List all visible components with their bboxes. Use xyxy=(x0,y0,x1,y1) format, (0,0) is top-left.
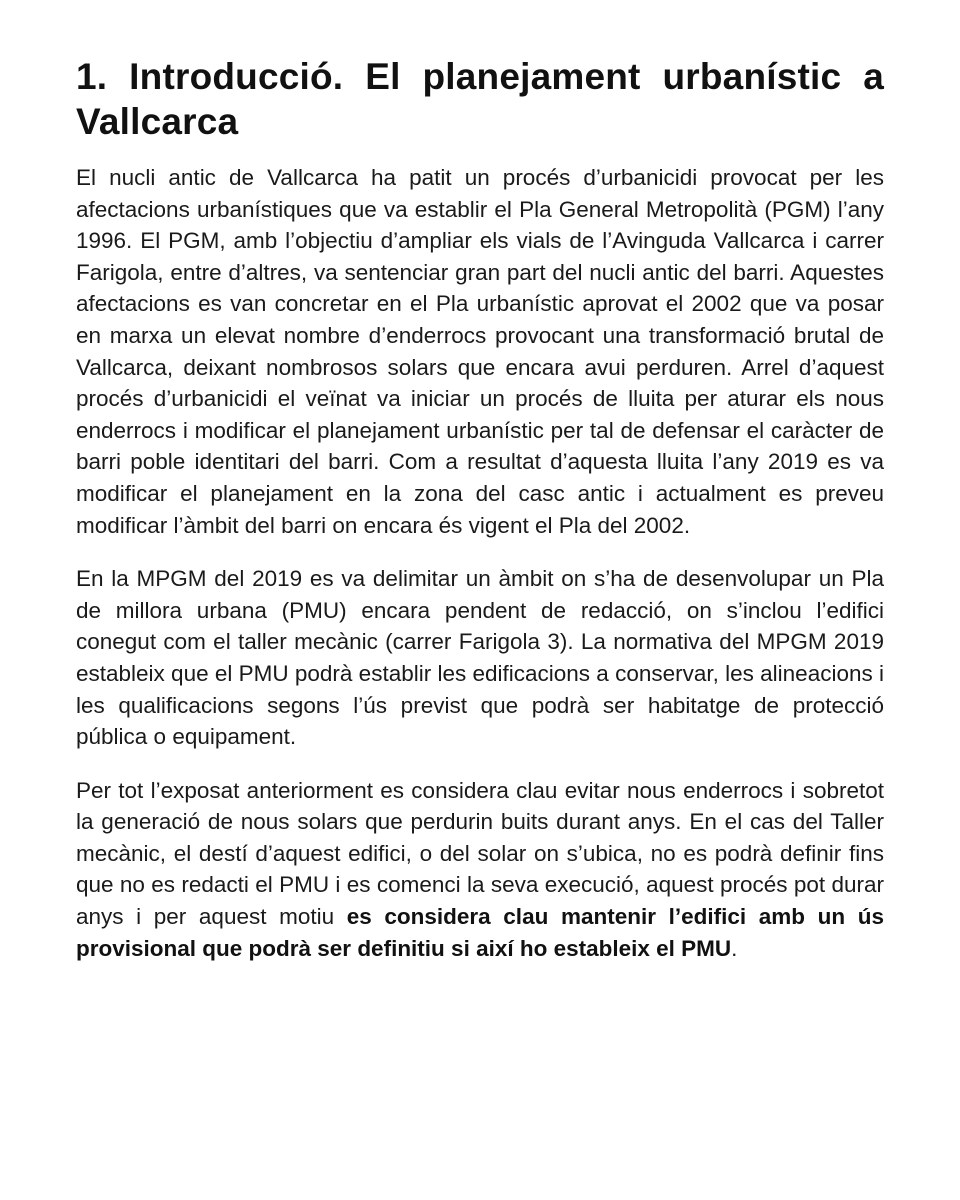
conclusion-text: Per tot l’exposat anteriorment es considera clau evitar nous enderrocs i sobretot la generació de nous solars que perdurin buits durant anys. En el cas del Taller mecànic, el destí d’aquest edifici, o del solar on s’ubica, no es podrà definir fins que no es redacti el PMU i es comenci la seva execució, aquest procés pot durar anys i per aquest motiu xyxy=(76,777,884,930)
paragraph-mpgm-2019: En la MPGM del 2019 es va delimitar un àmbit on s’ha de desenvolupar un Pla de millora urbana (PMU) encara pendent de redacció, on s’inclou l’edifici conegut com el taller mecànic (carrer Farigola 3). La normativa del MPGM 2019 estableix que el PMU podrà establir les edificacions a conservar, les alineacions i les qualificacions segons l’ús previst que podrà ser habitatge de protecció pública o equipament. xyxy=(76,566,884,750)
paragraph-urbanicidi: El nucli antic de Vallcarca ha patit un procés d’urbanicidi provocat per les afectacions urbanístiques que va establir el Pla General Metropolità (PGM) l’any 1996. El PGM, amb l’objectiu d’ampliar els vials de l’Avinguda Vallcarca i carrer Farigola, entre d’altres, va sentenciar gran part del nucli antic del barri. Aquestes afectacions es van concretar en el Pla urbanístic aprovat el 2002 que va posar en marxa un elevat nombre d’enderrocs provocant una transformació brutal de Vallcarca, deixant nombrosos solars que encara avui perduren. Arrel d’aquest procés d’urbanicidi el veïnat va iniciar un procés de lluita per aturar els nous enderrocs i modificar el planejament urbanístic per tal de defensar el caràcter de barri poble identitari del barri. Com a resultat d’aquesta lluita l’any 2019 es va modificar el planejament en la zona del casc antic i actualment es preveu modificar l’àmbit del barri on encara és vigent el Pla del 2002. xyxy=(76,165,884,538)
conclusion-end: . xyxy=(731,935,738,961)
section-heading: 1. Introducció. El planejament urbanístic a Vallcarca xyxy=(76,56,884,142)
paragraph-conclusion xyxy=(76,775,884,965)
document-body xyxy=(76,54,884,986)
conclusion-emphasis: es considera clau mantenir l’edifici amb un ús provisional que podrà ser definitiu si així ho estableix el PMU xyxy=(76,904,884,961)
